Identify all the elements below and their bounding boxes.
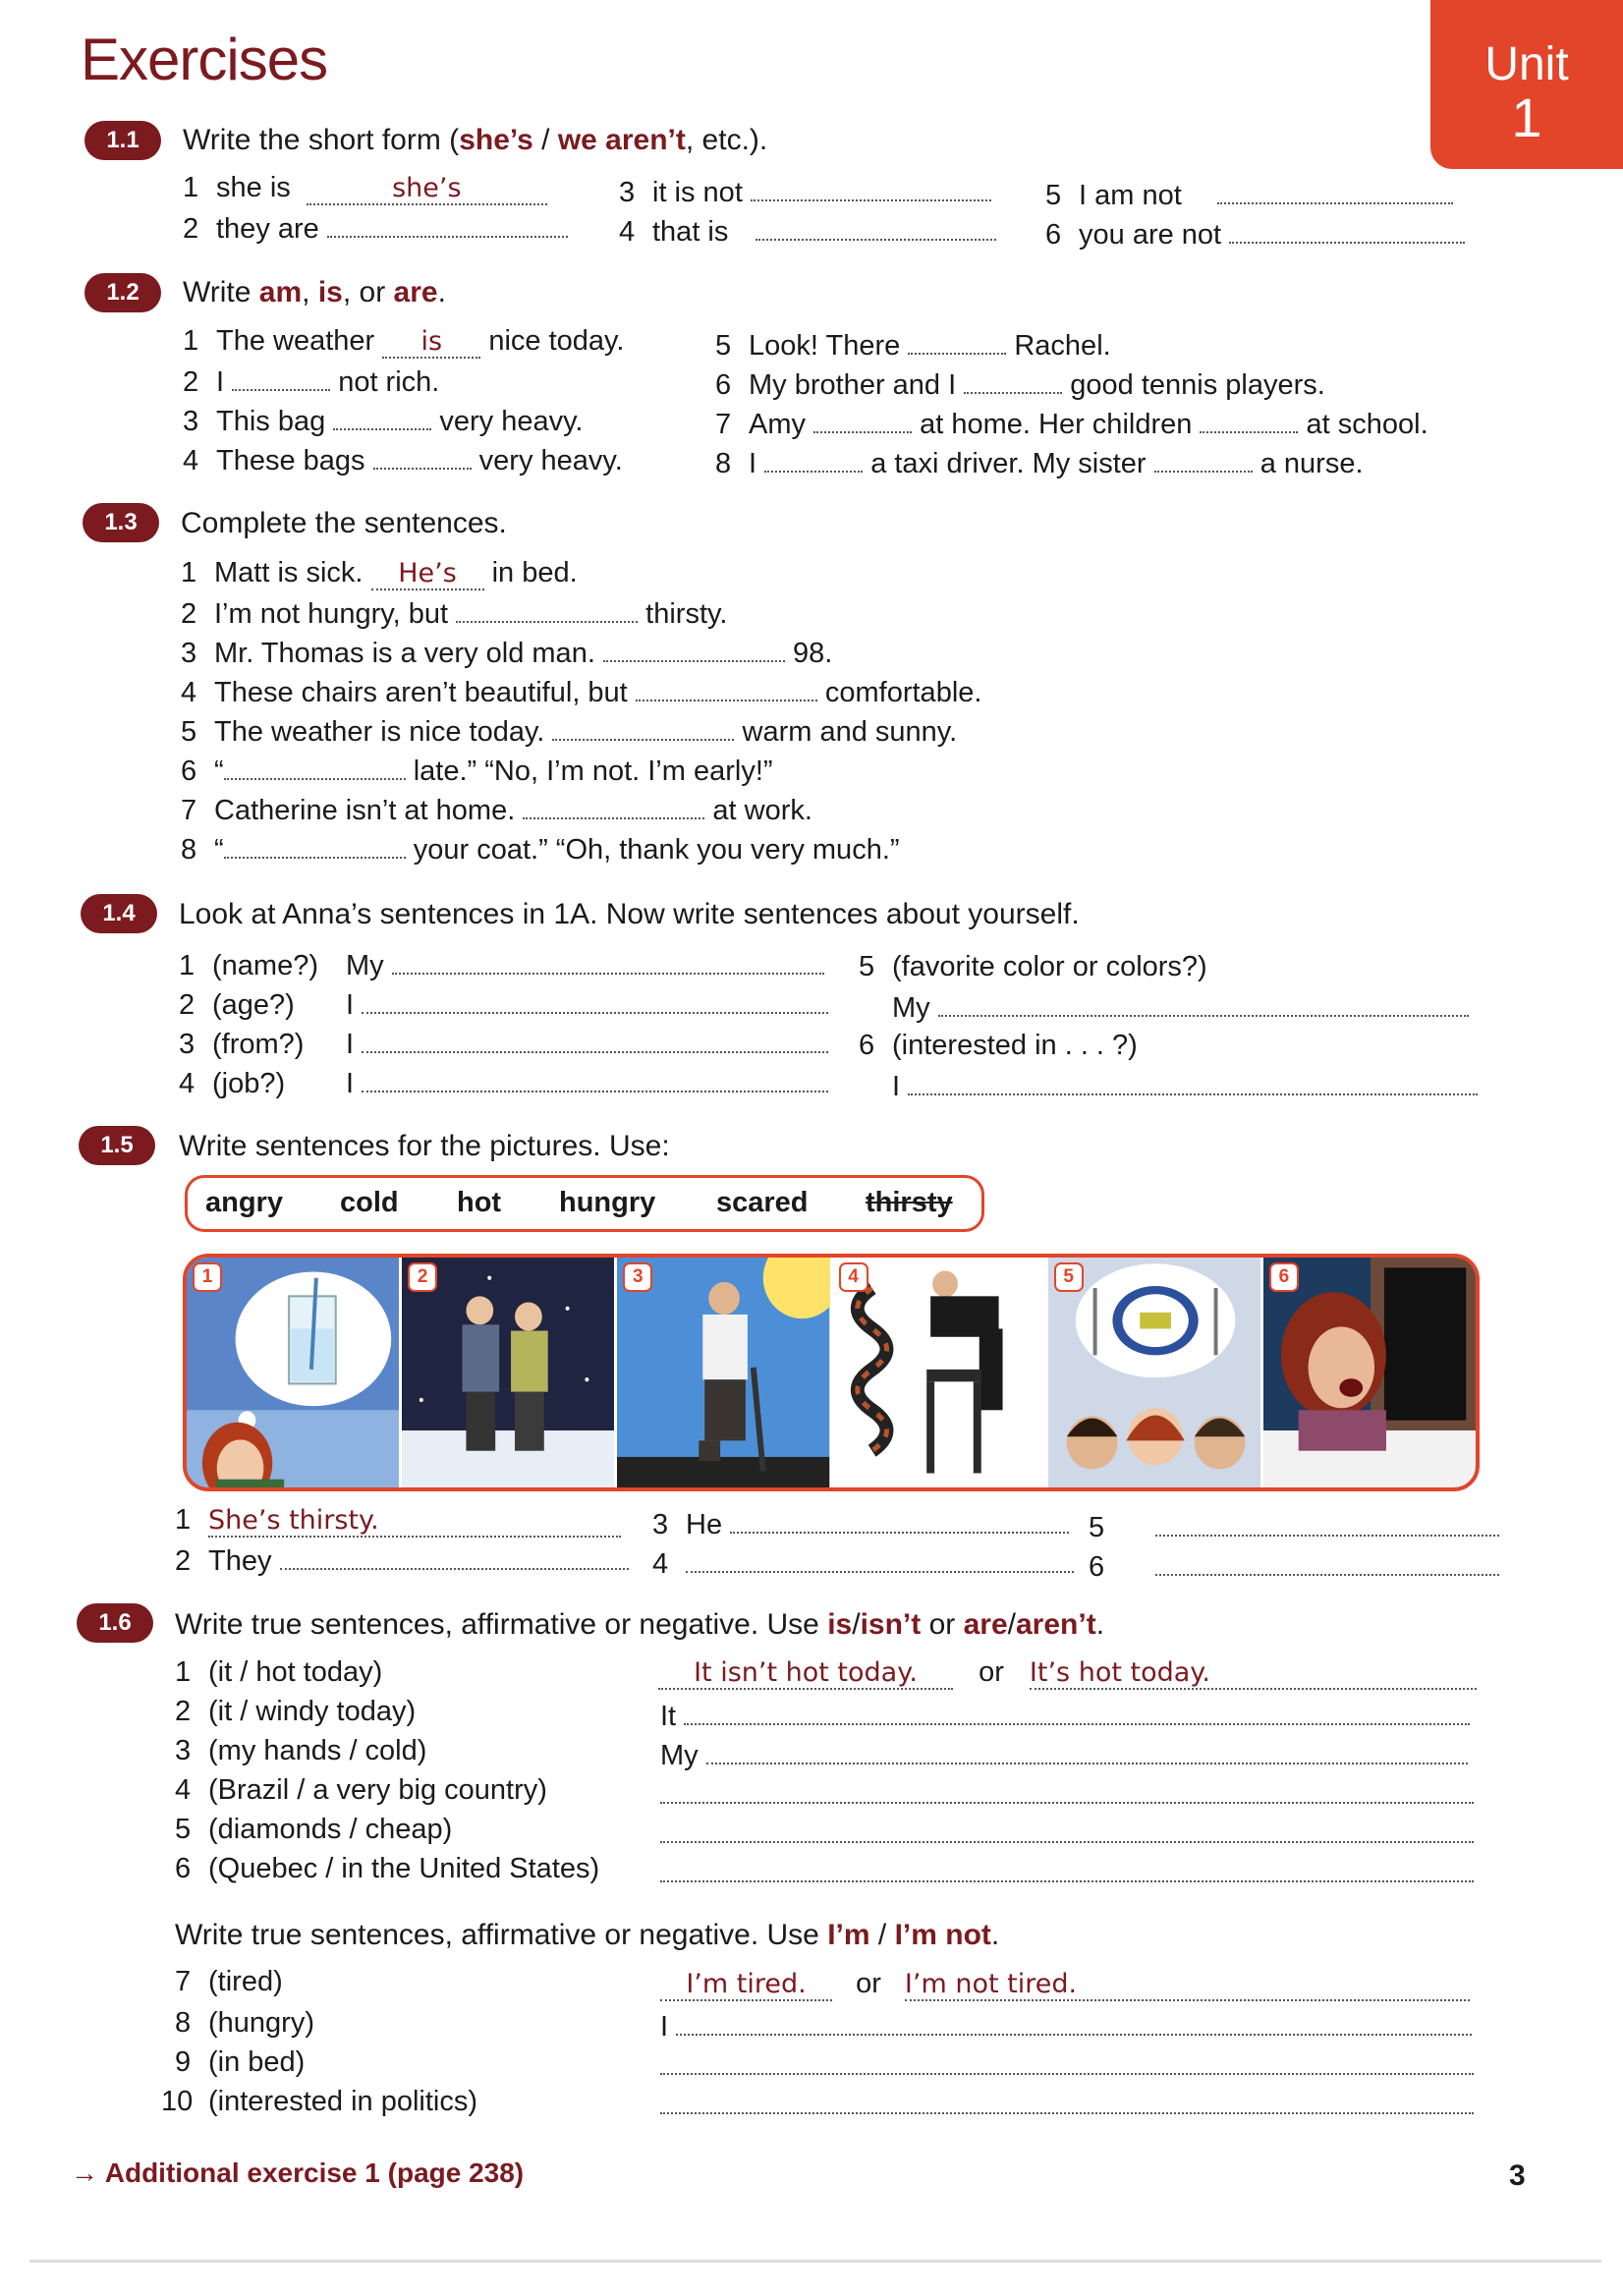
exercise-1-6-answer-row bbox=[660, 1776, 1474, 1812]
unit-label: Unit bbox=[1484, 38, 1569, 90]
exercise-1-6-answer-row: It bbox=[660, 1698, 1470, 1733]
answer-blank[interactable] bbox=[373, 442, 472, 470]
exercise-1-4-item: 4 (job?) I bbox=[179, 1065, 828, 1100]
picture-number: 4 bbox=[839, 1262, 868, 1292]
exercise-1-1-item: 5 I am not bbox=[1045, 177, 1453, 212]
exercise-1-5-item: 1 She’s thirsty. bbox=[175, 1503, 621, 1538]
answer-blank[interactable] bbox=[908, 1068, 1478, 1095]
answer-blank[interactable] bbox=[660, 1776, 1474, 1804]
picture-number: 6 bbox=[1269, 1262, 1299, 1292]
exercise-1-6-item: 1 (it / hot today) bbox=[175, 1656, 383, 1688]
angry-woman-illustration bbox=[1263, 1258, 1476, 1487]
exercise-1-4-item: 3 (from?) I bbox=[179, 1026, 828, 1061]
answer-blank[interactable] bbox=[327, 210, 568, 238]
picture-number: 2 bbox=[408, 1262, 437, 1292]
exercise-1-2-item: 5 Look! There Rachel. bbox=[715, 327, 1111, 363]
exercise-1-6-item: 5 (diamonds / cheap) bbox=[175, 1814, 453, 1845]
picture-number: 3 bbox=[623, 1262, 652, 1292]
exercise-1-3-item: 2 I’m not hungry, but thirsty. bbox=[181, 595, 727, 631]
exercise-1-3-item: 4 These chairs aren’t beautiful, but comfortable. bbox=[181, 674, 981, 709]
exercise-1-4-item-line: I bbox=[892, 1068, 1478, 1103]
answer-blank[interactable] bbox=[362, 1065, 828, 1092]
exercise-1-6-answer-row bbox=[660, 1816, 1474, 1851]
exercise-1-1-item: 2 they are bbox=[183, 210, 568, 246]
answer-blank[interactable] bbox=[232, 364, 330, 391]
exercise-1-6-item: 9 (in bed) bbox=[175, 2046, 306, 2078]
word-option: scared bbox=[716, 1187, 809, 1218]
exercise-1-6-answer-row: My bbox=[660, 1737, 1468, 1772]
exercise-1-3-item: 7 Catherine isn’t at home. at work. bbox=[181, 792, 812, 827]
word-option: hot bbox=[457, 1187, 502, 1218]
word-option: cold bbox=[340, 1187, 399, 1218]
answer-blank[interactable] bbox=[686, 1545, 1074, 1573]
answer-blank[interactable] bbox=[636, 674, 817, 701]
answer-blank[interactable] bbox=[660, 1816, 1474, 1843]
exercise-1-2-item: 7 Amy at home. Her children at school. bbox=[715, 406, 1428, 441]
exercise-1-6-item: 7 (tired) bbox=[175, 1966, 283, 1997]
exercise-1-2-instruction: Write am, is, or are. bbox=[183, 276, 446, 308]
answer-text: It’s hot today. bbox=[1030, 1658, 1477, 1690]
answer-text: She’s thirsty. bbox=[208, 1506, 621, 1538]
answer-text: she’s bbox=[307, 174, 547, 205]
answer-blank[interactable] bbox=[1154, 445, 1253, 473]
unit-tab bbox=[1430, 0, 1623, 169]
exercise-badge-1-3: 1.3 bbox=[83, 503, 159, 542]
exercise-1-5-item: 2 They bbox=[175, 1542, 629, 1578]
answer-blank[interactable] bbox=[660, 2087, 1474, 2114]
exercise-1-4-item-line: My bbox=[892, 989, 1469, 1025]
scared-man-snake-illustration bbox=[833, 1258, 1045, 1487]
answer-blank[interactable] bbox=[333, 403, 431, 430]
picture-panel-4 bbox=[833, 1258, 1048, 1487]
picture-strip bbox=[183, 1254, 1480, 1491]
answer-blank[interactable] bbox=[280, 1542, 629, 1570]
word-option: hungry bbox=[559, 1187, 656, 1218]
exercise-badge-1-4: 1.4 bbox=[81, 894, 157, 933]
exercise-1-2-item: 2 I not rich. bbox=[183, 364, 439, 399]
word-option-used: thirsty bbox=[866, 1187, 953, 1218]
exercise-1-6-answer-row: It isn’t hot today. or It’s hot today. bbox=[658, 1655, 1477, 1690]
exercise-1-1-instruction: Write the short form (she’s / we aren’t, etc.). bbox=[183, 124, 768, 156]
exercise-1-6-item: 6 (Quebec / in the United States) bbox=[175, 1853, 600, 1884]
answer-text: I’m not tired. bbox=[905, 1970, 1470, 2001]
answer-blank[interactable] bbox=[908, 327, 1006, 355]
exercise-1-4-item: 1 (name?) My bbox=[179, 947, 824, 982]
answer-blank[interactable] bbox=[813, 406, 912, 433]
exercise-1-6-instruction-b: Write true sentences, affirmative or negative. Use I’m / I’m not. bbox=[175, 1919, 1000, 1951]
answer-blank[interactable] bbox=[764, 445, 863, 473]
exercise-1-5-instruction: Write sentences for the pictures. Use: bbox=[179, 1130, 670, 1162]
word-option: angry bbox=[205, 1187, 283, 1218]
exercise-1-6-answer-row bbox=[660, 2047, 1474, 2083]
answer-blank[interactable] bbox=[964, 366, 1062, 394]
exercise-1-4-item: 2 (age?) I bbox=[179, 986, 828, 1022]
answer-blank[interactable] bbox=[1200, 406, 1298, 433]
answer-blank[interactable] bbox=[603, 635, 785, 662]
answer-blank[interactable] bbox=[456, 595, 638, 623]
picture-panel-6 bbox=[1263, 1258, 1476, 1487]
exercise-badge-1-5: 1.5 bbox=[79, 1126, 155, 1165]
exercise-1-2-item: 1 The weather is nice today. bbox=[183, 325, 625, 357]
exercise-1-6-item: 8 (hungry) bbox=[175, 2007, 314, 2039]
exercise-1-6-instruction: Write true sentences, affirmative or negative. Use is/isn’t or are/aren’t. bbox=[175, 1608, 1105, 1641]
exercise-1-1-item: 4 that is bbox=[619, 213, 996, 249]
answer-text: He’s bbox=[371, 559, 484, 590]
picture-number: 5 bbox=[1054, 1262, 1084, 1292]
exercise-1-6-item: 4 (Brazil / a very big country) bbox=[175, 1774, 547, 1806]
picture-number: 1 bbox=[193, 1262, 222, 1292]
answer-blank[interactable] bbox=[224, 831, 406, 859]
exercise-1-6-answer-row bbox=[660, 1855, 1474, 1890]
answer-blank[interactable] bbox=[362, 986, 828, 1014]
answer-blank[interactable] bbox=[552, 713, 734, 741]
additional-exercise-link[interactable]: → Additional exercise 1 (page 238) bbox=[71, 2157, 525, 2188]
answer-blank[interactable] bbox=[938, 989, 1469, 1017]
exercise-badge-1-1: 1.1 bbox=[84, 121, 161, 160]
exercise-1-5-item: 5 bbox=[1089, 1509, 1499, 1544]
answer-blank[interactable] bbox=[224, 753, 406, 780]
exercise-badge-1-6: 1.6 bbox=[77, 1603, 153, 1643]
answer-blank[interactable] bbox=[751, 174, 991, 201]
exercise-1-4-item: 6 (interested in . . . ?) bbox=[859, 1030, 1138, 1061]
answer-blank[interactable] bbox=[1217, 177, 1453, 204]
answer-text: I’m tired. bbox=[660, 1970, 832, 2001]
answer-blank[interactable] bbox=[392, 947, 824, 975]
bottom-rule bbox=[29, 2260, 1601, 2263]
hungry-children-illustration bbox=[1048, 1258, 1260, 1487]
answer-blank[interactable] bbox=[660, 1855, 1474, 1882]
exercise-1-6-item: 2 (it / windy today) bbox=[175, 1696, 417, 1727]
exercise-1-1-item: 6 you are not bbox=[1045, 216, 1465, 252]
cold-people-illustration bbox=[402, 1258, 614, 1487]
exercise-1-1-item: 1 she is she’s bbox=[183, 171, 547, 205]
exercise-1-3-item: 5 The weather is nice today. warm and sunny. bbox=[181, 713, 957, 749]
exercise-1-2-item: 6 My brother and I good tennis players. bbox=[715, 366, 1325, 402]
answer-blank[interactable] bbox=[1155, 1509, 1499, 1537]
exercise-1-6-item: 3 (my hands / cold) bbox=[175, 1735, 427, 1766]
exercise-1-5-item: 6 bbox=[1089, 1548, 1499, 1584]
exercise-1-4-instruction: Look at Anna’s sentences in 1A. Now write sentences about yourself. bbox=[179, 898, 1080, 930]
answer-blank[interactable] bbox=[523, 792, 704, 819]
answer-blank[interactable] bbox=[706, 1737, 1468, 1764]
answer-text: is bbox=[382, 327, 480, 359]
exercise-1-2-item: 8 I a taxi driver. My sister a nurse. bbox=[715, 445, 1364, 480]
exercise-1-5-item: 3 He bbox=[652, 1506, 1069, 1541]
thirsty-woman-illustration bbox=[187, 1258, 399, 1487]
exercise-1-2-item: 4 These bags very heavy. bbox=[183, 442, 623, 477]
answer-blank[interactable] bbox=[676, 2008, 1472, 2036]
picture-panel-1 bbox=[187, 1258, 402, 1487]
answer-blank[interactable] bbox=[1229, 216, 1465, 244]
exercise-1-6-item: 10 (interested in politics) bbox=[161, 2086, 477, 2117]
answer-blank[interactable] bbox=[362, 1026, 828, 1053]
unit-number: 1 bbox=[1511, 86, 1542, 148]
exercise-1-6-answer-row: I’m tired. or I’m not tired. bbox=[660, 1967, 1470, 2001]
answer-blank[interactable] bbox=[1155, 1548, 1499, 1576]
answer-blank[interactable] bbox=[684, 1698, 1470, 1725]
picture-panel-3 bbox=[617, 1258, 832, 1487]
exercise-1-6-answer-row bbox=[660, 2087, 1474, 2122]
exercise-1-3-item: 8 “ your coat.” “Oh, thank you very much.” bbox=[181, 831, 900, 867]
exercise-1-2-item: 3 This bag very heavy. bbox=[183, 403, 584, 438]
picture-panel-5 bbox=[1048, 1258, 1263, 1487]
exercise-1-3-item: 6 “ late.” “No, I’m not. I’m early!” bbox=[181, 753, 773, 788]
page-number: 3 bbox=[1509, 2159, 1526, 2192]
arrow-right-icon: → bbox=[71, 2157, 98, 2188]
exercise-1-1-item: 3 it is not bbox=[619, 174, 991, 209]
hot-man-illustration bbox=[617, 1258, 829, 1487]
exercise-1-3-item: 3 Mr. Thomas is a very old man. 98. bbox=[181, 635, 832, 670]
exercise-1-3-instruction: Complete the sentences. bbox=[181, 507, 507, 539]
exercise-1-4-item: 5 (favorite color or colors?) bbox=[859, 951, 1207, 982]
answer-blank[interactable] bbox=[730, 1506, 1069, 1534]
exercise-1-5-item: 4 bbox=[652, 1545, 1074, 1581]
picture-panel-2 bbox=[402, 1258, 617, 1487]
answer-blank[interactable] bbox=[756, 213, 996, 241]
word-box bbox=[185, 1175, 984, 1232]
answer-blank[interactable] bbox=[660, 2047, 1474, 2075]
answer-text: It isn’t hot today. bbox=[658, 1658, 953, 1690]
page-title: Exercises bbox=[81, 27, 328, 92]
exercise-1-6-answer-row: I bbox=[660, 2008, 1472, 2044]
exercise-1-3-item: 1 Matt is sick. He’s in bed. bbox=[181, 557, 578, 588]
exercise-badge-1-2: 1.2 bbox=[84, 273, 161, 312]
